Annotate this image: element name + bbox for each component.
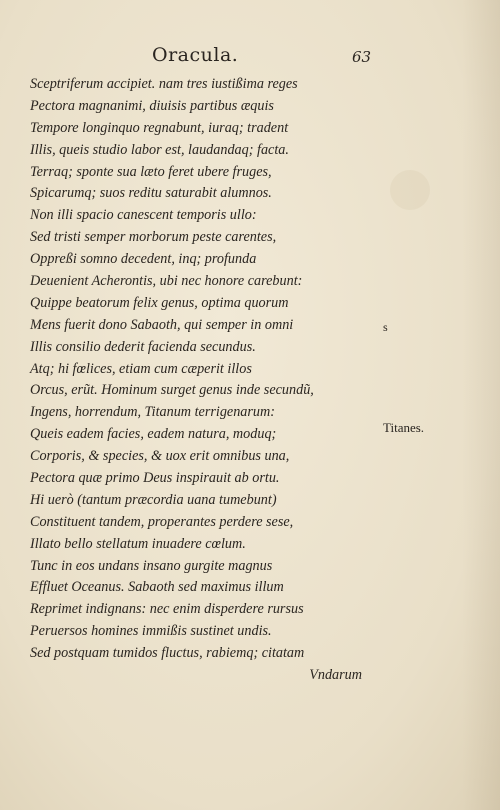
catchword: Vndarum bbox=[309, 667, 362, 684]
verse-line: Hi uerò (tantum præcordia uana tumebunt) bbox=[30, 491, 277, 508]
verse-line: Terraq; sponte sua læto feret ubere fruges, bbox=[30, 163, 272, 180]
margin-mark: s bbox=[383, 320, 388, 334]
verse-line: Illis consilio dederit facienda secundus. bbox=[30, 338, 256, 355]
verse-line: Tunc in eos undans insano gurgite magnus bbox=[30, 557, 273, 574]
verse-line: Orcus, erũt. Hominum surget genus inde secundũ, bbox=[30, 382, 314, 399]
verse-line: Constituent tandem, properantes perdere sese, bbox=[30, 513, 294, 530]
verse-line: Deuenient Acherontis, ubi nec honore carebunt: bbox=[30, 273, 303, 290]
verse-block bbox=[30, 74, 362, 687]
verse-line: Oppreßi somno decedent, inq; profunda bbox=[30, 251, 257, 268]
verse-line: Atq; hi fœlices, etiam cum cæperit illos bbox=[30, 360, 252, 377]
verse-line: Pectora magnanimi, diuisis partibus æquis bbox=[30, 97, 274, 114]
verse-line: Corporis, & species, & uox erit omnibus una, bbox=[30, 448, 290, 465]
verse-line: Sed postquam tumidos fluctus, rabiemq; citatam bbox=[30, 645, 305, 662]
verse-line: Tempore longinquo regnabunt, iuraq; tradent bbox=[30, 119, 289, 136]
verse-line: Non illi spacio canescent temporis ullo: bbox=[30, 207, 257, 224]
verse-line: Ingens, horrendum, Titanum terrigenarum: bbox=[30, 404, 275, 421]
verse-line: Sceptriferum accipiet. nam tres iustißima reges bbox=[30, 76, 298, 92]
verse-line: Sed tristi semper morborum peste carentes, bbox=[30, 229, 277, 246]
verse-line: Effluet Oceanus. Sabaoth sed maximus illum bbox=[30, 579, 284, 596]
page-edge-shadow bbox=[462, 0, 500, 810]
verse-line: Illis, queis studio labor est, laudandaq; facta. bbox=[30, 141, 289, 158]
verse-line: Quippe beatorum felix genus, optima quorum bbox=[30, 294, 289, 311]
running-title: Oracula. bbox=[152, 44, 239, 66]
verse-line: Queis eadem facies, eadem natura, moduq; bbox=[30, 426, 277, 443]
paper-stain bbox=[390, 170, 430, 210]
margin-note: Titanes. bbox=[383, 420, 425, 435]
verse-line: Illato bello stellatum inuadere cœlum. bbox=[30, 535, 246, 552]
verse-line: Peruersos homines immißis sustinet undis. bbox=[30, 623, 272, 640]
verse-line: Spicarumq; suos reditu saturabit alumnos. bbox=[30, 185, 272, 202]
verse-line: Pectora quæ primo Deus inspirauit ab ortu. bbox=[30, 470, 280, 487]
verse-line: Mens fuerit dono Sabaoth, qui semper in omni bbox=[30, 316, 294, 333]
page-number: 63 bbox=[352, 48, 372, 66]
verse-line: Reprimet indignans: nec enim disperdere rursus bbox=[30, 601, 304, 618]
